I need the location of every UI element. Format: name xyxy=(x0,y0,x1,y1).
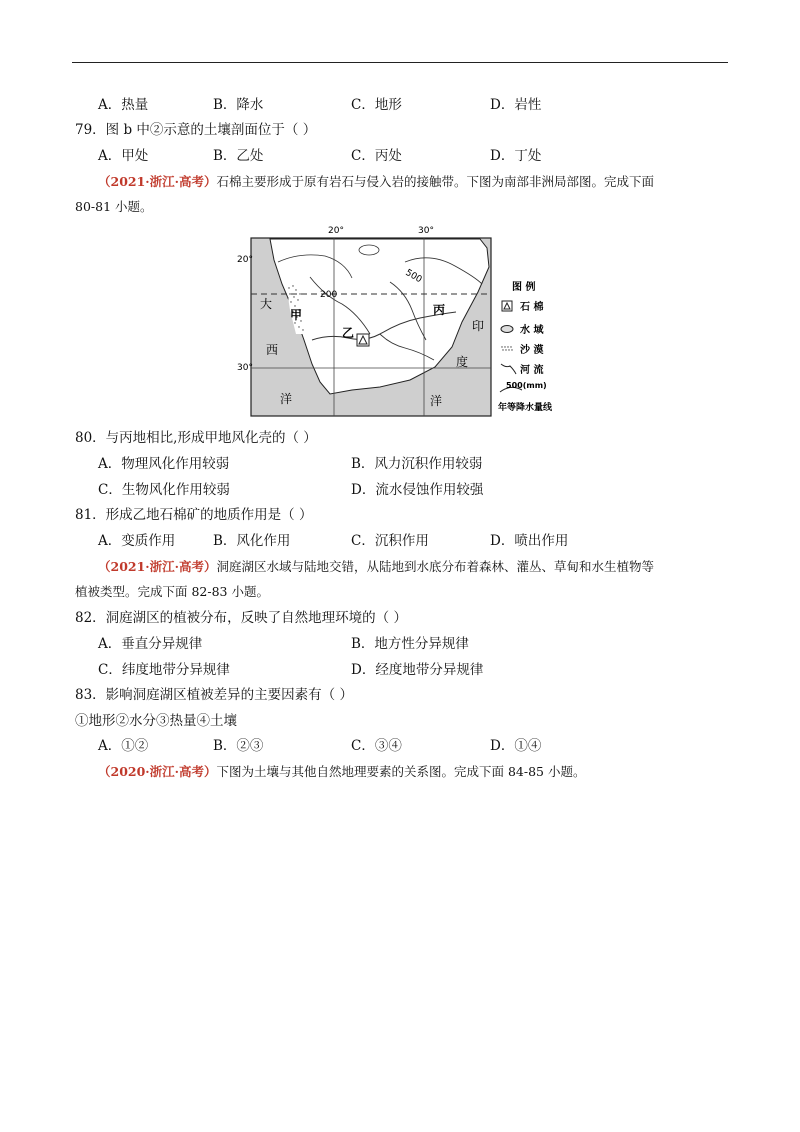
ocean-left-3: 洋 xyxy=(280,392,293,406)
map-frame xyxy=(251,238,491,416)
q83-option-a[interactable]: A．①② xyxy=(98,738,149,754)
intro-text: 洞庭湖区水域与陆地交错，从陆地到水底分布着森林、灌丛、草甸和水生植物等 xyxy=(216,559,655,574)
q81-option-a[interactable]: A．变质作用 xyxy=(98,533,176,549)
ocean-right-2: 度 xyxy=(456,355,469,369)
q83-option-b[interactable]: B．②③ xyxy=(213,738,264,754)
q78-option-a[interactable]: A．热量 xyxy=(98,97,149,113)
intro-text: 石棉主要形成于原有岩石与侵入岩的接触带。下图为南部非洲局部图。完成下面 xyxy=(216,174,655,189)
ocean-right-1: 印 xyxy=(472,319,485,333)
q79-stem: 79．图 b 中②示意的土壤剖面位于（ ） xyxy=(75,122,317,138)
q83-stem: 83．影响洞庭湖区植被差异的主要因素有（ ） xyxy=(75,687,353,703)
q80-option-b[interactable]: B．风力沉积作用较弱 xyxy=(351,456,483,472)
legend-asbestos: 石 棉 xyxy=(520,302,544,313)
legend-iso-value: 500(mm) xyxy=(506,381,547,390)
map-legend xyxy=(498,280,553,413)
q82-option-a[interactable]: A．垂直分异规律 xyxy=(98,636,203,652)
q79-option-a[interactable]: A．甲处 xyxy=(98,148,149,164)
q80-option-a[interactable]: A．物理风化作用较弱 xyxy=(98,456,230,472)
legend-water: 水 域 xyxy=(520,325,544,336)
q79-option-d[interactable]: D．丁处 xyxy=(490,148,542,164)
q83-option-c[interactable]: C．③④ xyxy=(351,738,402,754)
header-rule xyxy=(72,62,728,63)
place-jia: 甲 xyxy=(290,308,303,322)
q82-option-c[interactable]: C．纬度地带分异规律 xyxy=(98,662,230,678)
lon-label-20: 20° xyxy=(328,226,344,236)
q81-option-b[interactable]: B．风化作用 xyxy=(213,533,291,549)
q81-option-d[interactable]: D．喷出作用 xyxy=(490,533,569,549)
q80-option-c[interactable]: C．生物风化作用较弱 xyxy=(98,482,230,498)
legend-title: 图 例 xyxy=(512,282,536,293)
ocean-left-1: 大 xyxy=(260,297,273,311)
intro-84-85 xyxy=(98,762,585,782)
ocean-right-3: 洋 xyxy=(430,394,443,408)
isoline-label-500: 500 xyxy=(403,267,424,286)
q82-option-d[interactable]: D．经度地带分异规律 xyxy=(351,662,484,678)
q80-option-d[interactable]: D．流水侵蚀作用较强 xyxy=(351,482,484,498)
intro-82-83 xyxy=(98,557,654,577)
q79-option-b[interactable]: B．乙处 xyxy=(213,148,264,164)
q78-option-b[interactable]: B．降水 xyxy=(213,97,264,113)
q81-stem: 81．形成乙地石棉矿的地质作用是（ ） xyxy=(75,507,313,523)
intro-80-81 xyxy=(98,172,654,192)
place-bing: 丙 xyxy=(433,303,446,317)
q78-option-c[interactable]: C．地形 xyxy=(351,97,402,113)
lat-label-20: 20° xyxy=(237,255,253,265)
q83-factors: ①地形②水分③热量④土壤 xyxy=(75,713,237,729)
source-tag: （2021·浙江·高考） xyxy=(98,559,217,574)
legend-isoline: 年等降水量线 xyxy=(498,403,553,413)
q78-option-d[interactable]: D．岩性 xyxy=(490,97,542,113)
intro-82-83-cont: 植被类型。完成下面 82-83 小题。 xyxy=(75,584,269,599)
source-tag: （2020·浙江·高考） xyxy=(98,764,217,779)
lon-label-30: 30° xyxy=(418,226,434,236)
legend-desert: 沙 漠 xyxy=(520,345,544,356)
q79-option-c[interactable]: C．丙处 xyxy=(351,148,402,164)
place-yi: 乙 xyxy=(342,326,355,340)
q81-option-c[interactable]: C．沉积作用 xyxy=(351,533,429,549)
q82-option-b[interactable]: B．地方性分异规律 xyxy=(351,636,469,652)
q82-stem: 82．洞庭湖区的植被分布，反映了自然地理环境的（ ） xyxy=(75,610,407,626)
intro-80-81-cont: 80-81 小题。 xyxy=(75,199,153,214)
lat-label-30: 30° xyxy=(237,363,253,373)
southern-africa-map xyxy=(230,222,570,420)
q80-stem: 80．与丙地相比,形成甲地风化壳的（ ） xyxy=(75,430,317,446)
ocean-left-2: 西 xyxy=(266,343,279,357)
legend-river: 河 流 xyxy=(520,365,544,376)
intro-text: 下图为土壤与其他自然地理要素的关系图。完成下面 84-85 小题。 xyxy=(216,764,586,779)
source-tag: （2021·浙江·高考） xyxy=(98,174,217,189)
q83-option-d[interactable]: D．①④ xyxy=(490,738,542,754)
isoline-label-200: 200 xyxy=(320,290,338,300)
